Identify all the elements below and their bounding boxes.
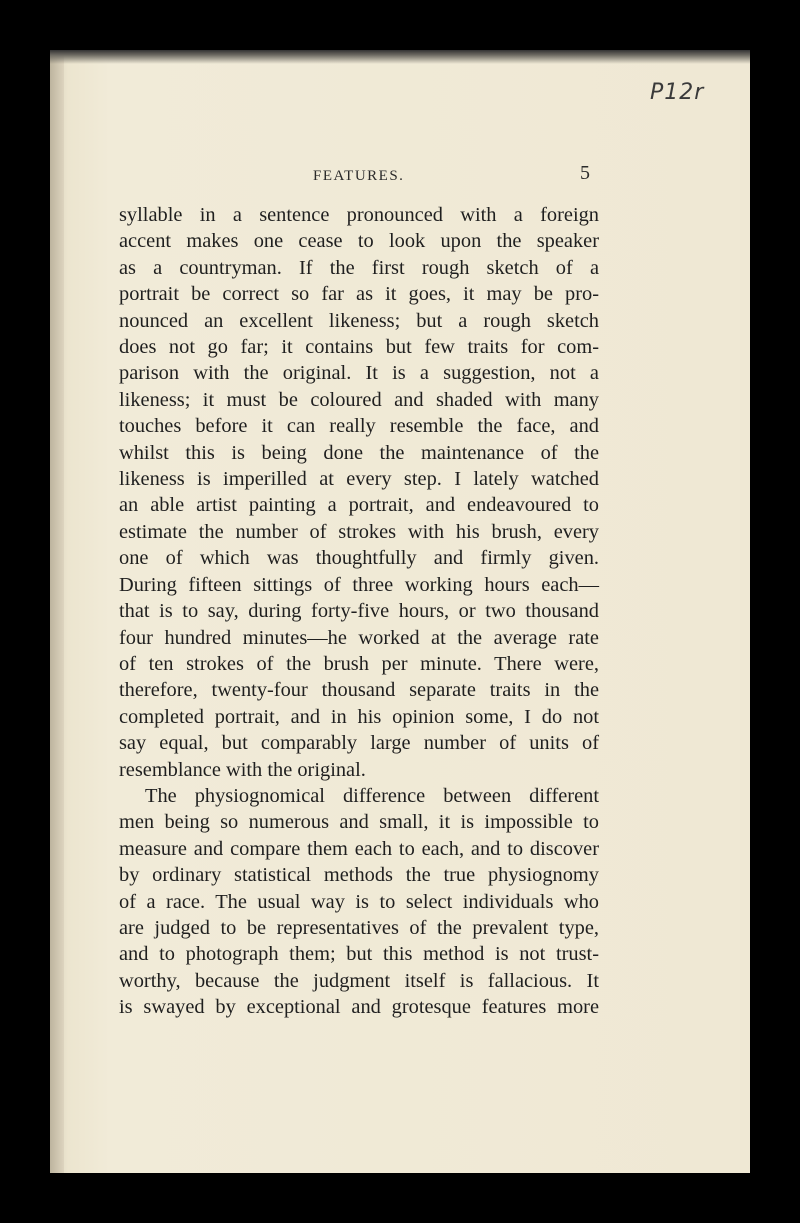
handwritten-shelfmark: P12r <box>650 80 705 105</box>
text-line: measure and compare them each to each, and to discover <box>119 837 599 860</box>
book-page <box>50 50 750 1173</box>
text-line: accent makes one cease to look upon the speaker <box>119 230 599 253</box>
text-line: resemblance with the original. <box>119 758 366 781</box>
text-line: men being so numerous and small, it is impossible to <box>119 811 599 834</box>
page-top-shadow <box>50 50 750 64</box>
text-line: of a race. The usual way is to select individuals who <box>119 890 599 913</box>
text-line: The physiognomical difference between different <box>145 784 599 807</box>
text-line: estimate the number of strokes with his brush, every <box>119 520 599 543</box>
text-line: one of which was thoughtfully and firmly given. <box>119 547 599 570</box>
text-line: as a countryman. If the first rough sketch of a <box>119 256 599 279</box>
text-line: syllable in a sentence pronounced with a foreign <box>119 204 599 226</box>
text-line: worthy, because the judgment itself is fallacious. It <box>119 969 599 992</box>
text-line: During fifteen sittings of three working hours each— <box>119 573 599 596</box>
text-line: four hundred minutes—he worked at the average rate <box>119 626 599 649</box>
text-line: nounced an excellent likeness; but a rough sketch <box>119 309 599 332</box>
text-line: say equal, but comparably large number of units of <box>119 732 599 755</box>
text-line: an able artist painting a portrait, and endeavoured to <box>119 494 599 517</box>
running-head: FEATURES. <box>313 168 405 184</box>
text-line: of ten strokes of the brush per minute. There were, <box>119 652 599 675</box>
text-line: are judged to be representatives of the prevalent type, <box>119 916 599 939</box>
text-line: is swayed by exceptional and grotesque features more <box>119 996 599 1019</box>
text-line: likeness is imperilled at every step. I lately watched <box>119 468 599 491</box>
text-line: does not go far; it contains but few traits for com- <box>119 336 599 359</box>
text-line: therefore, twenty-four thousand separate traits in the <box>119 679 599 702</box>
text-line: by ordinary statistical methods the true physiognomy <box>119 864 599 887</box>
text-line: portrait be correct so far as it goes, it may be pro- <box>119 283 599 306</box>
text-line: likeness; it must be coloured and shaded with many <box>119 388 599 411</box>
page-gutter-shadow <box>50 50 64 1173</box>
text-line: that is to say, during forty-five hours, or two thousand <box>119 600 599 623</box>
page-number: 5 <box>580 162 590 184</box>
text-line: parison with the original. It is a suggestion, not a <box>119 362 599 385</box>
text-line: touches before it can really resemble the face, and <box>119 415 599 438</box>
text-line: completed portrait, and in his opinion some, I do not <box>119 705 599 728</box>
text-line: and to photograph them; but this method is not trust- <box>119 943 599 966</box>
body-text <box>119 202 599 1021</box>
text-line: whilst this is being done the maintenance of the <box>119 441 599 464</box>
